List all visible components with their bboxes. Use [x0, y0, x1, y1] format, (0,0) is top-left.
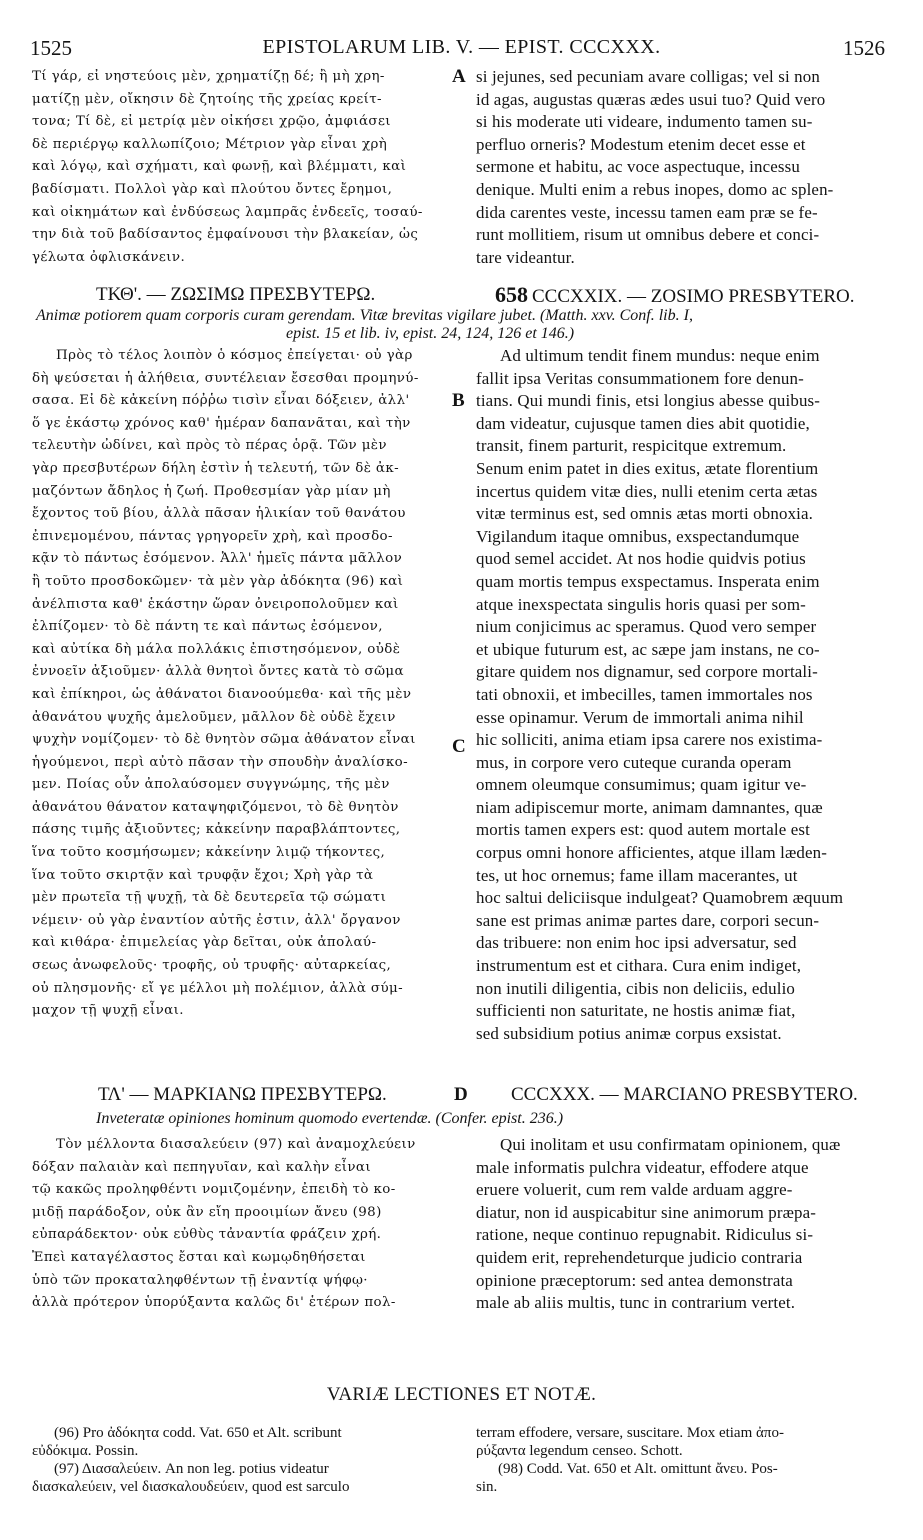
greek-heading-zosimo: ΤΚΘ'. — ΖΩΣΙΜΩ ΠΡΕΣΒΥΤΕΡΩ.	[96, 284, 376, 305]
margin-marker-c: C	[452, 736, 466, 757]
latin-heading-marciano: CCCXXX. — MARCIANO PRESBYTERO.	[511, 1084, 858, 1105]
latin-text-line: quam mortis tempus exspectamus. Insperata enim	[476, 571, 820, 591]
greek-text-line: μιδῇ παράδοξον, οὐκ ἂν εἴη προοιμίων ἄνευ (98)	[32, 1204, 382, 1220]
latin-text-line: incertus quidem vitæ dies, nulli etenim certa ætas	[476, 481, 818, 501]
greek-text-line: ἀθανάτου θάνατον καταψηφιζόμενοι, τὸ δὲ θνητὸν	[32, 799, 399, 815]
greek-text-line: καὶ λόγῳ, καὶ σχήματι, καὶ φωνῇ, καὶ βλέμματι, καὶ	[32, 159, 407, 175]
greek-column-marciano	[32, 1134, 464, 1315]
greek-text-line: Ἐπεὶ καταγέλαστος ἔσται καὶ κωμῳδηθήσεται	[32, 1249, 366, 1265]
greek-text-line: γέλωτα ὀφλισκάνειν.	[32, 249, 186, 265]
latin-text-line: diatur, non id auspicabitur sine animorum præpa-	[476, 1202, 817, 1222]
latin-text-line: hic solliciti, anima etiam ipsa carere nos existima-	[476, 730, 823, 750]
greek-text-line: τῷ κακῶς προληφθέντι νομιζομένην, ἐπειδὴ τὸ κο-	[32, 1182, 396, 1198]
greek-text-line: μαζόντων ἄδηλος ἡ ζωή. Προθεσμίαν γὰρ μίαν μὴ	[32, 483, 391, 499]
greek-text-line: ὑπὸ τῶν προκαταληφθέντων τῇ ἐναντίᾳ ψήφῳ·	[32, 1272, 368, 1288]
greek-text-line: κᾷν τὸ πάντως ἐσόμενον. Ἀλλ' ἡμεῖς πάντα μᾶλλον	[32, 551, 403, 567]
greek-text-line: ἐννοεῖν ἀξιοῦμεν· ἀλλὰ θνητοὶ ὄντες κατὰ τὸ σῶμα	[32, 664, 404, 680]
notes-left-column	[32, 1424, 464, 1496]
greek-text-line: σεως ἀνωφελοῦς· τροφῆς, οὐ τρυφῆς· αὐταρκείας,	[32, 958, 392, 974]
greek-text-line: ἀθανάτου ψυχῆς ἀμελοῦμεν, μᾶλλον δὲ οὐδὲ ἔχειν	[32, 709, 396, 725]
latin-text-line: eruere voluerit, cum rem valde arduam aggre-	[476, 1180, 793, 1200]
latin-text-line: dam videatur, cujusque tamen dies abit quotidie,	[476, 413, 810, 433]
greek-text-line: ἔχοντος τοῦ βίου, ἀλλὰ πᾶσαν ἡλικίαν τοῦ θανάτου	[32, 506, 406, 522]
latin-text-line: non inutili diligentia, cibis non deliciis, edulio	[476, 978, 796, 998]
greek-text-line: μεν. Ποίας οὖν ἀπολαύσομεν συγγνώμης, τῆς μὲν	[32, 777, 390, 793]
latin-text-line: hoc saltui deliciisque indulgeat? Quamobrem æquum	[476, 888, 844, 908]
greek-text-line: Τὸν μέλλοντα διασαλεύειν (97) καὶ ἀναμοχλεύειν	[56, 1137, 416, 1152]
greek-text-line: νέμειν· οὐ γὰρ ἐναντίον αὐτῆς ἐστιν, ἀλλ' ὄργανον	[32, 912, 401, 928]
greek-text-line: ἡγούμενοι, περὶ αὐτὸ πᾶσαν τὴν σπουδὴν ἀναλίσκο-	[32, 754, 408, 770]
latin-text-line: quod semel accidet. At nos hodie quidvis potius	[476, 549, 806, 569]
greek-text-line: καὶ κιθάρα· ἐπιμελείας γὰρ δεῖται, οὐκ ἀπολαύ-	[32, 935, 377, 951]
notes-title: VARIÆ LECTIONES ET NOTÆ.	[326, 1384, 597, 1405]
greek-text-line: βαδίσματι. Πολλοὶ γὰρ καὶ πλούτου ὄντες ἔρημοι,	[32, 181, 393, 197]
note-line: terram effodere, versare, suscitare. Mox etiam ἀπο-	[476, 1425, 784, 1441]
greek-text-line: εὐπαράδεκτον· οὐκ εὐθὺς τἀναντία φράζειν χρή.	[32, 1227, 382, 1243]
greek-text-line: ματίζῃ μὲν, οἴκησιν δὲ ζητοίης τῆς χρείας κρείτ-	[32, 91, 382, 107]
latin-text-line: ratione, neque continuo repugnabit. Ridiculus si-	[476, 1225, 814, 1245]
latin-text-line: gitare quidem nos dignamur, sed corpore mortali-	[476, 662, 818, 682]
latin-text-line: tati obnoxii, et imbecilles, tamen immortales nos	[476, 684, 813, 704]
running-title: EPISTOLARUM LIB. V. — EPIST. CCCXXX.	[262, 36, 661, 58]
latin-column-block-1	[476, 66, 890, 269]
latin-text-line: tare videantur.	[476, 247, 575, 267]
latin-text-line: esse opinamur. Verum de immortali anima nihil	[476, 707, 804, 727]
latin-text-line: corpus omni honore afficientes, atque illam læden-	[476, 843, 828, 863]
latin-text-line: omnem oleumque consumimus; quam igitur ve-	[476, 775, 807, 795]
greek-text-line: σασα. Εἰ δὲ κἀκείνη πόῤῥω τισὶν εἶναι δόξειεν, ἀλλ'	[32, 393, 410, 409]
latin-text-line: instrumentum est et cithara. Cura enim indiget,	[476, 956, 802, 976]
greek-text-line: δὴ ψεύσεται ἡ ἀλήθεια, συντέλειαν ἔσεσθαι προμηνύ-	[32, 370, 419, 386]
latin-heading-zosimo	[495, 282, 855, 308]
latin-text-line: opinione præceptorum: sed antea demonstrata	[476, 1270, 793, 1290]
greek-text-line: ἢ τοῦτο προσδοκῶμεν· τὰ μὲν γὰρ ἀδόκητα (96) καὶ	[32, 573, 404, 589]
greek-column-block-1	[32, 66, 464, 269]
greek-text-line: ἵνα τοῦτο σκιρτᾷν καὶ τρυφᾷν ἔχοι; Χρὴ γὰρ τὰ	[32, 867, 374, 883]
greek-text-line: καὶ αὐτίκα δὴ μάλα πολλάκις ἐπιστησόμενον, οὐδὲ	[32, 641, 401, 657]
greek-text-line: τελευτὴν ὠδίνει, καὶ πρὸς τὸ πέρας ὁρᾷ. Τῶν μὲν	[32, 438, 387, 454]
latin-text-line: fallit ipsa Veritas consummationem fore denun-	[476, 368, 804, 388]
latin-text-line: Ad ultimum tendit finem mundus: neque enim	[500, 346, 820, 365]
greek-text-line: πάσης τιμῆς ἀξιοῦντες; κἀκείνην παραβλάπτοντες,	[32, 822, 401, 838]
summary-marciano: Inveteratæ opiniones hominum quomodo evertendæ. (Confer. epist. 236.)	[96, 1110, 564, 1127]
greek-text-line: Πρὸς τὸ τέλος λοιπὸν ὁ κόσμος ἐπείγεται· οὐ γὰρ	[56, 348, 413, 363]
latin-text-line: transit, finem parturit, respicitque extremum.	[476, 436, 787, 456]
note-line: εὐδόκιμα. Possin.	[32, 1443, 139, 1459]
latin-text-line: sufficienti non saturitate, ne hostis animæ fiat,	[476, 1001, 796, 1021]
margin-marker-d: D	[454, 1084, 468, 1105]
latin-text-line: Qui inolitam et usu confirmatam opinionem, quæ	[500, 1135, 841, 1154]
latin-text-line: mortis tamen expers est: quod autem mortale est	[476, 820, 810, 840]
greek-text-line: Τί γάρ, εἰ νηστεύοις μὲν, χρηματίζῃ δέ; ἢ μὴ χρη-	[32, 69, 385, 84]
greek-text-line: τονα; Τί δὲ, εἰ μετρίᾳ μὲν οἰκήσει χρῷο, ἀμφιάσει	[32, 114, 391, 130]
greek-text-line: δόξαν παλαιὰν καὶ πεπηγυῖαν, καὶ καλὴν εἶναι	[32, 1159, 372, 1175]
latin-text-line: tians. Qui mundi finis, etsi longius abesse quibus-	[476, 391, 821, 411]
running-header	[0, 36, 923, 66]
note-line: (98) Codd. Vat. 650 et Alt. omittunt ἄνευ. Pos-	[498, 1461, 778, 1477]
margin-marker-b: B	[452, 390, 465, 411]
page-number-left: 1525	[30, 36, 72, 60]
latin-text-line: Vigilandum itaque omnibus, exspectandumque	[476, 526, 800, 546]
latin-text-line: sed subsidium potius animæ corpus exsistat.	[476, 1023, 782, 1043]
latin-text-line: sane est primas animæ partes dare, corpori secun-	[476, 910, 820, 930]
greek-text-line: καὶ οἰκημάτων καὶ ἐνδύσεως λαμπρᾶς ἐνδεεῖς, τοσαύ-	[32, 204, 423, 220]
latin-text-line: et ubique futurum est, ac sæpe jam instans, ne co-	[476, 639, 820, 659]
latin-text-line: runt mollitiem, risum ut omnibus debere et conci-	[476, 225, 820, 245]
latin-text-line: nium conjicimus ac speramus. Quod vero semper	[476, 617, 817, 637]
latin-text-line: perfluo orneris? Modestum etenim decet esse et	[476, 134, 806, 154]
latin-text-line: id agas, augustas quæras ædes usui tuo? Quid vero	[476, 89, 826, 109]
greek-text-line: μαχον τῇ ψυχῇ εἶναι.	[32, 1003, 184, 1019]
greek-text-line: γὰρ πρεσβυτέρων δήλη ἐστὶν ἡ τελευτή, τῶν δὲ ἀκ-	[32, 460, 400, 476]
summary-zosimo-line-1: Animæ potiorem quam corporis curam gerendam. Vitæ brevitas vigilare jubet. (Matth. xxv. Conf. lib. I,	[36, 307, 693, 324]
latin-text-line: sermone et habitu, ac voce aspectuque, incessu	[476, 157, 800, 177]
greek-text-line: ἐλπίζομεν· τὸ δὲ πάντη τε καὶ πάντως ἐσόμενον,	[32, 619, 383, 635]
latin-text-line: niam adipiscemur morte, animam damnantes, quæ	[476, 797, 823, 817]
latin-column-marciano	[476, 1134, 890, 1315]
notes-right-column	[476, 1424, 890, 1496]
greek-text-line: ἀνέλπιστα καθ' ἑκάστην ὥραν ὀνειροπολοῦμεν καὶ	[32, 596, 399, 612]
greek-text-line: ψυχὴν νομίζομεν· τὸ δὲ θνητὸν σῶμα ἀθάνατον εἶναι	[32, 732, 416, 748]
latin-text-line: denique. Multi enim a rebus inopes, domo ac splen-	[476, 179, 834, 199]
latin-text-line: atque inexspectata singulis horis quasi per som-	[476, 594, 806, 614]
latin-text-line: mus, in corpore vero cuteque curanda operam	[476, 752, 792, 772]
note-line: διασκαλεύειν, vel διασκαλουδεύειν, quod est sarculo	[32, 1479, 350, 1495]
margin-marker-a: A	[452, 66, 466, 87]
greek-column-zosimo	[32, 345, 464, 1023]
latin-column-zosimo	[476, 345, 890, 1045]
note-line: sin.	[476, 1479, 498, 1495]
latin-text-line: dida carentes veste, incessu tamen eam præ se fe-	[476, 202, 818, 222]
letter-number-658: 658	[495, 282, 528, 307]
latin-text-line: Senum enim patet in dies exitus, ætate florentium	[476, 458, 819, 478]
greek-text-line: καὶ ἐπίκηροι, ὡς ἀθάνατοι διανοούμεθα· καὶ τῆς μὲν	[32, 686, 412, 702]
latin-text-line: male ab aliis multis, tunc in contrarium vertet.	[476, 1293, 796, 1313]
latin-text-line: si jejunes, sed pecuniam avare colligas; vel si non	[476, 67, 820, 86]
latin-text-line: tes, ut hoc ornemus; fame illam macerantes, ut	[476, 865, 798, 885]
latin-heading-zosimo-text: CCCXXIX. — ZOSIMO PRESBYTERO.	[532, 286, 855, 307]
latin-text-line: si his moderate uti videare, indumento tamen su-	[476, 112, 813, 132]
greek-text-line: ἀλλὰ πρότερον ὑπορύξαντα καλῶς δι' ἑτέρων πολ-	[32, 1295, 396, 1311]
latin-text-line: vitæ terminus est, sed omnis ætas morti obnoxia.	[476, 504, 814, 524]
greek-text-line: δὲ περιέργῳ καλλωπίζοιο; Μέτριον γὰρ εἶναι χρὴ	[32, 136, 388, 152]
greek-text-line: οὐ πλησμονῆς· εἴ γε μέλλοι μὴ πολέμιον, ἀλλὰ σύμ-	[32, 980, 404, 996]
latin-text-line: das tribuere: non enim hoc ipsi adversatur, sed	[476, 933, 797, 953]
latin-text-line: quidem erit, reprehendeturque judicio contraria	[476, 1247, 803, 1267]
summary-zosimo-line-2: epist. 15 et lib. iv, epist. 24, 124, 126 et 146.)	[286, 325, 575, 342]
greek-heading-marciano: ΤΛ' — ΜΑΡΚΙΑΝΩ ΠΡΕΣΒΥΤΕΡΩ.	[98, 1084, 387, 1105]
greek-text-line: ἵνα τοῦτο κοσμήσωμεν; κἀκείνην λιμῷ τήκοντες,	[32, 845, 386, 861]
latin-text-line: male informatis pulchra videatur, effodere atque	[476, 1157, 809, 1177]
note-line: (97) Διασαλεύειν. An non leg. potius videatur	[54, 1461, 329, 1477]
page-number-right: 1526	[843, 36, 885, 60]
note-line: (96) Pro ἀδόκητα codd. Vat. 650 et Alt. scribunt	[54, 1425, 342, 1441]
note-line: ρύξαντα legendum censeo. Schott.	[476, 1443, 683, 1459]
greek-text-line: ὅ γε ἑκάστῳ χρόνος καθ' ἡμέραν δαπανᾶται, καὶ τὴν	[32, 415, 411, 431]
greek-text-line: ἐπινεμομένου, πάντας γρηγορεῖν χρὴ, καὶ προσδο-	[32, 528, 393, 544]
greek-text-line: την διὰ τοῦ βαδίσαντος ἐμφαίνουσι τὴν βλακείαν, ὡς	[32, 227, 419, 243]
greek-text-line: μὲν πρωτεῖα τῇ ψυχῇ, τὰ δὲ δευτερεῖα τῷ σώματι	[32, 890, 387, 906]
